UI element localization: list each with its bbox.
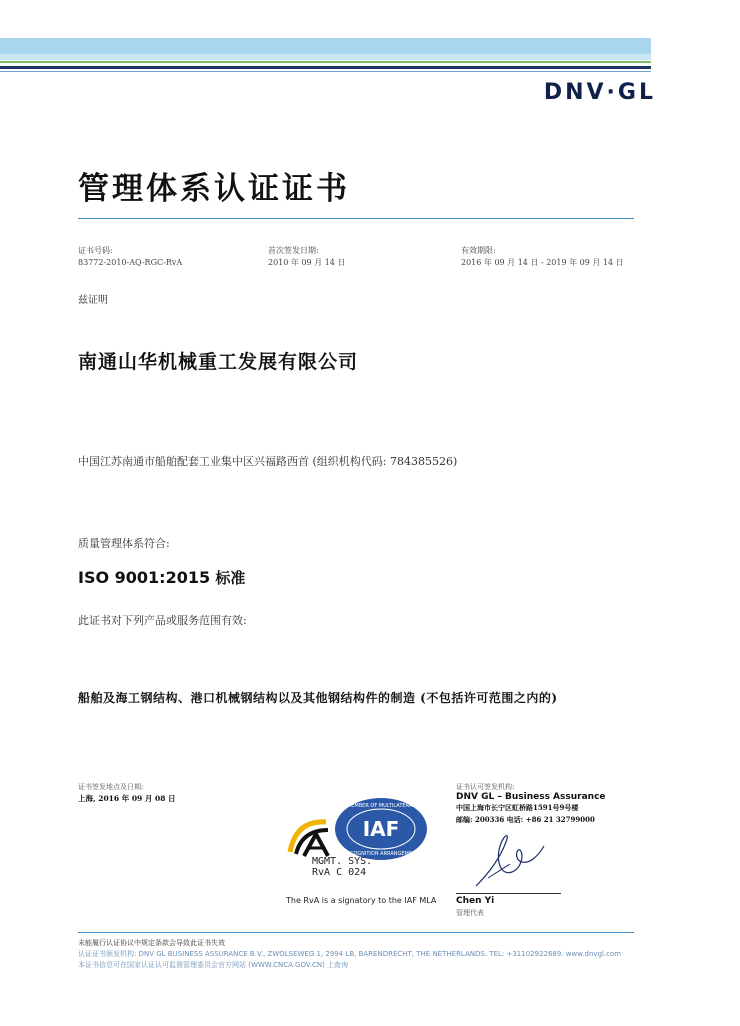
iaf-badge-icon (333, 796, 429, 862)
validity-value: 2016 年 09 月 14 日 - 2019 年 09 月 14 日 (461, 258, 624, 267)
signer-name: Chen Yi (456, 896, 495, 906)
scope-text: 船舶及海工钢结构、港口机械钢结构以及其他钢结构件的制造 (不包括许可范围之内的) (78, 691, 558, 705)
certify-text: 兹证明 (78, 295, 108, 306)
header-line-navy (0, 66, 651, 69)
certifying-body-address: 中国上海市长宁区虹桥路1591号9号楼 (456, 803, 579, 812)
iaf-text: IAF (362, 817, 400, 841)
standard-name (78, 567, 245, 588)
standard-suffix: 标准 (215, 569, 246, 587)
initial-date-value: 2010 年 09 月 14 日 (268, 258, 346, 267)
header-line-blue (0, 71, 651, 72)
conformity-text: 质量管理体系符合: (78, 537, 170, 550)
certifying-body-contact: 邮编: 200336 电话: +86 21 32799000 (456, 815, 595, 824)
validity-period (461, 245, 624, 269)
dnvgl-logo: DNV·GL (543, 80, 656, 105)
footer-divider (78, 932, 634, 933)
initial-date-label: 首次签发日期: (268, 246, 319, 255)
mgmt-sys-mark (312, 856, 372, 878)
iaf-ring-top: MEMBER OF MULTILATERAL (346, 803, 416, 809)
validity-label: 有效期限: (461, 246, 496, 255)
standard-iso: ISO 9001:2015 (78, 568, 211, 587)
issue-place-date-value: 上海, 2016 年 09 月 08 日 (78, 794, 176, 803)
company-address: 中国江苏南通市船舶配套工业集中区兴福路西首 (组织机构代码: 784385526) (78, 455, 458, 468)
issue-place-date-label: 证书签发地点及日期: (78, 783, 144, 791)
signer-title: 管理代表 (456, 909, 484, 917)
mgmt-sys-text: MGMT. SYS. (312, 856, 373, 867)
title-divider (78, 218, 634, 219)
rva-signatory-text: The RvA is a signatory to the IAF MLA (286, 896, 437, 905)
certificate-number-label: 证书号码: (78, 246, 113, 255)
footer-line-3: 本证书信息可在国家认证认可监督管理委员会官方网站 (WWW.CNCA.GOV.CN) 上查询 (78, 961, 349, 969)
footer-line-1: 未能履行认证协议中规定条款会导致此证书失效 (78, 939, 225, 947)
footer-line-2: 认证证书颁发机构: DNV GL BUSINESS ASSURANCE B.V., ZWOLSEWEG 1, 2994 LB, BARENDRECHT, THE NETHERLANDS. TEL: +31102922689. www.dnvgl.com (78, 950, 622, 958)
signature-image (470, 828, 550, 890)
header-line-green (0, 61, 651, 63)
header-band-mid (0, 54, 651, 60)
certificate-title: 管理体系认证证书 (78, 171, 350, 207)
signature-line (456, 893, 561, 894)
scope-label: 此证书对下列产品或服务范围有效: (78, 614, 247, 627)
rva-code: RvA C 024 (312, 867, 367, 878)
company-name: 南通山华机械重工发展有限公司 (78, 351, 359, 373)
certifying-body-label: 证书认可签发机构: (456, 783, 515, 791)
iaf-ring-bottom: RECOGNITION ARRANGEMENT (343, 851, 419, 857)
header-band-light (0, 38, 651, 54)
certificate-number (78, 245, 182, 269)
certificate-number-value: 83772-2010-AQ-RGC-RvA (78, 258, 183, 267)
certifying-body-name: DNV GL – Business Assurance (456, 792, 606, 802)
initial-date (268, 245, 345, 269)
